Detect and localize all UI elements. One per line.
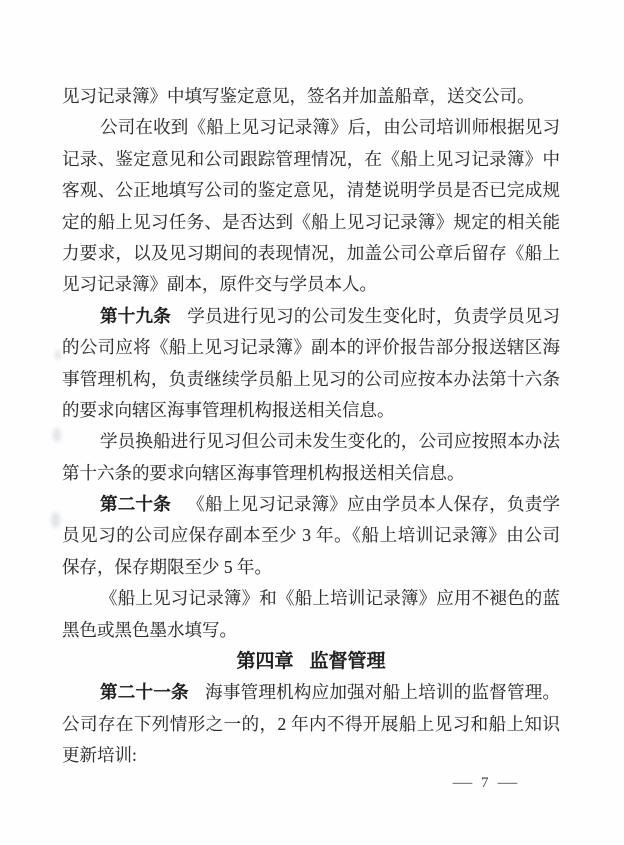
line-text: 监督管理 [309, 651, 386, 673]
line-text: 力要求，以及见习期间的表现情况，加盖公司公章后留存《船上 [62, 242, 560, 263]
line-text: 《船上见习记录簿》应由学员本人保存，负责学 [187, 494, 561, 515]
line-text: 见习记录簿》中填写鉴定意见，签名并加盖船章，送交公司。 [62, 86, 535, 106]
line-text: 定的船上见习任务、是否达到《船上见习记录簿》规定的相关能 [62, 211, 560, 232]
line-text: 的要求向辖区海事管理机构报送相关信息。 [62, 399, 395, 420]
line-text: 公司在收到《船上见习记录簿》后，由公司培训师根据见习 [100, 117, 560, 138]
line-text: 事管理机构，负责继续学员船上见习的公司应按本办法第十六条 [62, 368, 560, 389]
text-line [62, 112, 560, 143]
text-line [62, 489, 560, 520]
article-number: 第十九条 [100, 305, 172, 326]
text-line [62, 615, 560, 646]
chapter-heading [62, 646, 560, 677]
scan-smudge [53, 428, 61, 442]
text-line [62, 709, 560, 740]
scan-smudge [51, 512, 60, 528]
chapter-number: 第四章 [236, 651, 294, 673]
text-line [62, 395, 560, 426]
page-number-dash-left: — [452, 775, 473, 791]
page-number-dash-right: — [497, 775, 517, 791]
line-text: 《船上见习记录簿》和《船上培训记录簿》应用不褪色的蓝 [100, 588, 560, 609]
line-text: 黑色或黑色墨水填写。 [62, 619, 237, 640]
text-line [62, 520, 560, 551]
text-line [62, 426, 560, 457]
text-line [62, 207, 560, 238]
line-text: 学员换船进行见习但公司未发生变化的，公司应按照本办法 [100, 431, 560, 452]
text-line [62, 364, 560, 395]
line-text: 客观、公正地填写公司的鉴定意见，清楚说明学员是否已完成规 [62, 180, 560, 201]
text-line [62, 332, 560, 363]
line-text: 的公司应将《船上见习记录簿》副本的评价报告部分报送辖区海 [62, 337, 560, 358]
line-text: 员见习的公司应保存副本至少 3 年。《船上培训记录簿》由公司 [62, 525, 560, 546]
line-text: 学员进行见习的公司发生变化时，负责学员见习 [187, 305, 561, 326]
text-line [62, 583, 560, 614]
text-line [62, 677, 560, 708]
page-number-value: 7 [481, 775, 489, 791]
page-number [452, 773, 517, 793]
text-line [62, 238, 560, 269]
text-line [62, 301, 560, 332]
line-text: 更新培训: [62, 745, 137, 766]
line-text: 公司存在下列情形之一的，2 年内不得开展船上见习和船上知识 [62, 713, 560, 734]
line-text: 第十六条的要求向辖区海事管理机构报送相关信息。 [62, 462, 465, 483]
article-number: 第二十一条 [100, 682, 189, 703]
scan-smudge [55, 350, 61, 360]
line-text: 海事管理机构应加强对船上培训的监督管理。 [204, 682, 561, 703]
text-line [62, 458, 560, 489]
line-text: 保存，保存期限至少 5 年。 [62, 556, 272, 577]
text-line [62, 81, 560, 112]
document-body [62, 81, 560, 772]
text-line [62, 552, 560, 583]
line-text: 见习记录簿》副本，原件交与学员本人。 [62, 274, 377, 295]
text-line [62, 740, 560, 771]
text-line [62, 144, 560, 175]
text-line [62, 269, 560, 300]
text-line [62, 175, 560, 206]
article-number: 第二十条 [100, 494, 172, 515]
line-text: 记录、鉴定意见和公司跟踪管理情况，在《船上见习记录簿》中 [62, 148, 560, 169]
